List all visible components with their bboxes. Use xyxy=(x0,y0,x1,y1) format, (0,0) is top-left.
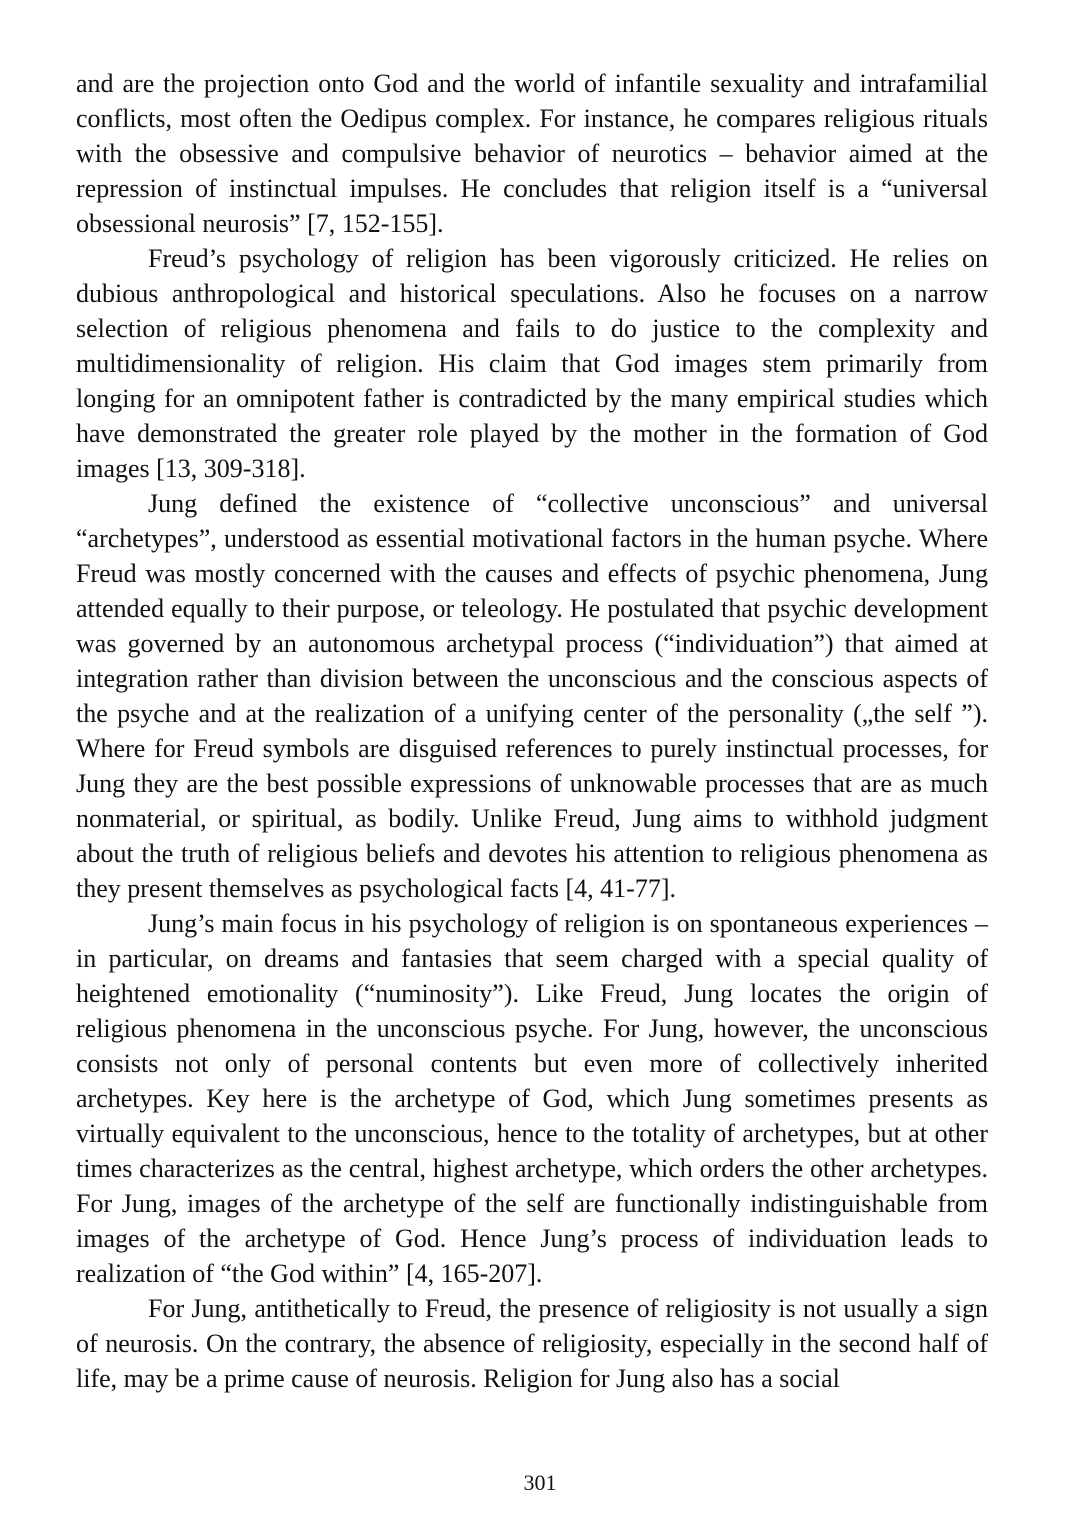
page-body xyxy=(76,66,988,1396)
paragraph-jung-collective-unconscious: Jung defined the existence of “collective unconscious” and universal “archetypes”, understood as essential motivational factors in the human psyche. Where Freud was mostly concerned with the causes and effects of psychic phenomena, Jung attended equally to their purpose, or teleology. He postulated that psychic development was governed by an autonomous archetypal process (“individuation”) that aimed at integration rather than division between the unconscious and the conscious aspects of the psyche and at the realization of a unifying center of the personality („the self ”). Where for Freud symbols are disguised references to purely instinctual processes, for Jung they are the best possible expressions of unknowable processes that are as much nonmaterial, or spiritual, as bodily. Unlike Freud, Jung aims to withhold judgment about the truth of religious beliefs and devotes his attention to religious phenomena as they present themselves as psychological facts [4, 41-77]. xyxy=(76,489,988,903)
paragraph-jung-religiosity: For Jung, antithetically to Freud, the presence of religiosity is not usually a sign of neurosis. On the contrary, the absence of religiosity, especially in the second half of life, may be a prime cause of neurosis. Religion for Jung also has a social xyxy=(76,1294,988,1393)
paragraph-freud-criticism: Freud’s psychology of religion has been vigorously criticized. He relies on dubious anthropological and historical speculations. Also he focuses on a narrow selection of religious phenomena and fails to do justice to the complexity and multidimensionality of religion. His claim that God images stem primarily from longing for an omnipotent father is contradicted by the many empirical studies which have demonstrated the greater role played by the mother in the formation of God images [13, 309-318]. xyxy=(76,244,988,483)
paragraph-jung-main-focus: Jung’s main focus in his psychology of religion is on spontaneous experiences – in particular, on dreams and fantasies that seem charged with a special quality of heightened emotionality (“numinosity”). Like Freud, Jung locates the origin of religious phenomena in the unconscious psyche. For Jung, however, the unconscious consists not only of personal contents but even more of collectively inherited archetypes. Key here is the archetype of God, which Jung sometimes presents as virtually equivalent to the unconscious, hence to the totality of archetypes, but at other times characterizes as the central, highest archetype, which orders the other archetypes. For Jung, images of the archetype of the self are functionally indistinguishable from images of the archetype of God. Hence Jung’s process of individuation leads to realization of “the God within” [4, 165-207]. xyxy=(76,909,988,1288)
page-number: 301 xyxy=(523,1470,557,1495)
paragraph-continuation: and are the projection onto God and the world of infantile sexuality and intrafamilial conflicts, most often the Oedipus complex. For instance, he compares religious rituals with the obsessive and compulsive behavior of neurotics – behavior aimed at the repression of instinctual impulses. He concludes that religion itself is a “universal obsessional neurosis” [7, 152-155]. xyxy=(76,69,988,238)
